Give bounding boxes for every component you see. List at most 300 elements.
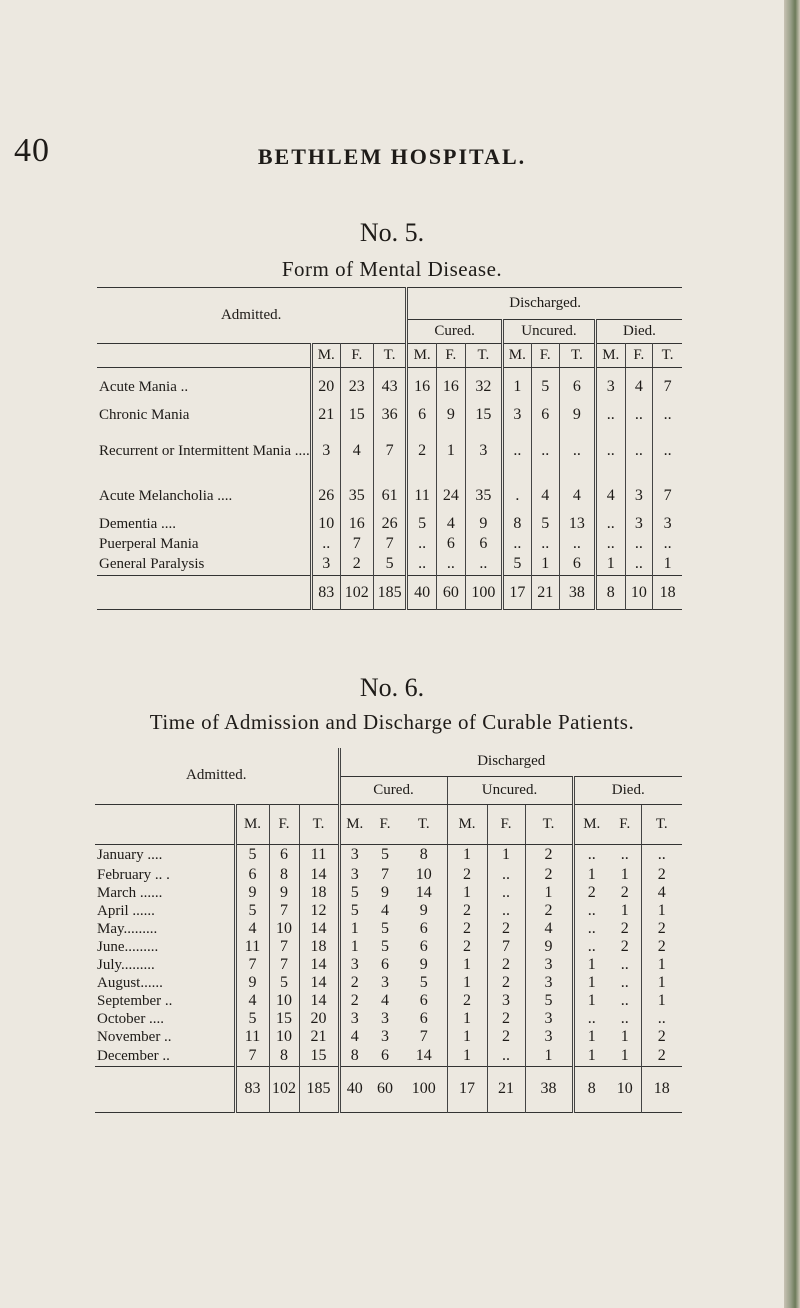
table6-col-t: T. bbox=[401, 804, 447, 844]
table-row bbox=[97, 554, 682, 576]
table-cell: .. bbox=[407, 554, 437, 576]
table-cell: .. bbox=[573, 938, 609, 956]
table-row bbox=[95, 992, 682, 1010]
table-cell: 21 bbox=[311, 406, 340, 424]
table-cell: 61 bbox=[373, 478, 406, 514]
table-cell: 15 bbox=[465, 406, 502, 424]
table-cell: 1 bbox=[502, 368, 531, 406]
row-label: August...... bbox=[97, 975, 163, 991]
table6-col-t: T. bbox=[299, 804, 339, 844]
table-cell: 9 bbox=[269, 884, 299, 902]
table-cell: 2 bbox=[407, 424, 437, 478]
table-cell: 5 bbox=[339, 902, 369, 920]
table-cell: 16 bbox=[436, 368, 465, 406]
table-cell: 35 bbox=[340, 478, 373, 514]
table-cell: 1 bbox=[573, 992, 609, 1010]
table-cell: 1 bbox=[447, 974, 487, 992]
table-cell: 2 bbox=[339, 974, 369, 992]
table5-col-m: M. bbox=[502, 344, 531, 368]
table-cell: 7 bbox=[373, 424, 406, 478]
total-cell: 38 bbox=[525, 1066, 573, 1112]
table-cell: 2 bbox=[447, 866, 487, 884]
table-cell: .. bbox=[620, 1010, 629, 1027]
table5-col-m: M. bbox=[595, 344, 625, 368]
table-cell: .. bbox=[436, 554, 465, 576]
table-cell: 2 bbox=[525, 902, 573, 920]
table-cell: . bbox=[502, 478, 531, 514]
table-cell: 2 bbox=[573, 884, 609, 902]
table-cell: 1 bbox=[487, 844, 525, 866]
table-cell: 4 bbox=[340, 424, 373, 478]
table-cell: 2 bbox=[487, 920, 525, 938]
table-cell: 4 bbox=[235, 920, 269, 938]
table-cell: 10 bbox=[269, 1028, 299, 1046]
table-cell: 1 bbox=[531, 554, 559, 576]
table-cell: 5 bbox=[381, 920, 389, 937]
table5-cured-header: Cured. bbox=[407, 320, 503, 344]
total-cell: 10 bbox=[625, 576, 653, 610]
table-cell: .. bbox=[573, 844, 609, 866]
table-cell: 14 bbox=[299, 974, 339, 992]
table-cell: 10 bbox=[269, 992, 299, 1010]
table-cell: 4 bbox=[641, 884, 682, 902]
table-cell: 14 bbox=[415, 1046, 432, 1064]
table-cell: 2 bbox=[340, 554, 373, 576]
table6-col-f: F. bbox=[487, 804, 525, 844]
table-cell: .. bbox=[653, 534, 682, 554]
table5-col-m: M. bbox=[407, 344, 437, 368]
table-cell: 3 bbox=[525, 1010, 573, 1028]
table-row bbox=[95, 920, 682, 938]
table-cell: .. bbox=[559, 534, 595, 554]
table-cell: .. bbox=[559, 424, 595, 478]
row-label: Acute Melancholia .... bbox=[99, 487, 233, 504]
table-cell: 3 bbox=[339, 1010, 369, 1028]
table-row bbox=[97, 534, 682, 554]
page-edge bbox=[784, 0, 800, 1308]
table-cell: .. bbox=[595, 514, 625, 534]
table5-number: No. 5. bbox=[359, 218, 425, 247]
total-cell: 60 bbox=[436, 576, 465, 610]
table-cell: 3 bbox=[625, 478, 653, 514]
table-cell: .. bbox=[487, 884, 525, 902]
table-cell: 3 bbox=[381, 1028, 389, 1045]
total-cell: 40 bbox=[339, 1066, 369, 1112]
table-cell: 1 bbox=[447, 884, 487, 902]
row-label: Acute Mania .. bbox=[99, 378, 189, 395]
table-cell: 1 bbox=[447, 1010, 487, 1028]
table-cell: 7 bbox=[381, 866, 389, 883]
table-cell: 1 bbox=[620, 902, 629, 919]
total-cell: 21 bbox=[531, 576, 559, 610]
table-cell: 9 bbox=[235, 974, 269, 992]
table-cell: 3 bbox=[487, 992, 525, 1010]
table5-col-t: T. bbox=[653, 344, 682, 368]
table-cell: 9 bbox=[436, 406, 465, 424]
table-cell: 2 bbox=[447, 992, 487, 1010]
table5-col-f: F. bbox=[436, 344, 465, 368]
table-cell: 5 bbox=[419, 974, 428, 991]
table-cell: 1 bbox=[653, 554, 682, 576]
table-cell: 35 bbox=[465, 478, 502, 514]
table6-discharged-header: Discharged bbox=[339, 748, 682, 776]
table-cell: 1 bbox=[447, 956, 487, 974]
total-cell: 185 bbox=[373, 576, 406, 610]
table-cell: 4 bbox=[595, 478, 625, 514]
table-cell: .. bbox=[653, 406, 682, 424]
table-cell: 5 bbox=[531, 514, 559, 534]
table-cell: 4 bbox=[625, 368, 653, 406]
table-cell: 2 bbox=[339, 992, 369, 1010]
row-label: December .. bbox=[97, 1047, 170, 1064]
table-cell: 8 bbox=[269, 1046, 299, 1066]
total-cell: 10 bbox=[609, 1066, 641, 1112]
table-cell: 26 bbox=[311, 478, 340, 514]
row-label: February .. . bbox=[97, 867, 170, 883]
total-cell: 60 bbox=[369, 1066, 401, 1112]
table-cell: 6 bbox=[559, 368, 595, 406]
table-cell: 5 bbox=[339, 884, 369, 902]
table-row bbox=[97, 478, 682, 514]
table-cell: 3 bbox=[339, 866, 369, 884]
table-cell: 9 bbox=[419, 956, 428, 973]
table-cell: 15 bbox=[299, 1046, 339, 1066]
table-cell: 2 bbox=[641, 866, 682, 884]
table-cell: 6 bbox=[559, 554, 595, 576]
table6 bbox=[95, 748, 682, 1113]
table-cell: 1 bbox=[595, 554, 625, 576]
table-cell: 7 bbox=[373, 534, 406, 554]
table-cell: .. bbox=[620, 846, 629, 864]
table-cell: 16 bbox=[340, 514, 373, 534]
table-cell: .. bbox=[595, 424, 625, 478]
table-cell: 1 bbox=[447, 1028, 487, 1046]
table-cell: 9 bbox=[465, 514, 502, 534]
table-cell: 2 bbox=[447, 902, 487, 920]
row-label: Recurrent or Intermittent Mania .... bbox=[99, 442, 310, 459]
table-cell: 4 bbox=[559, 478, 595, 514]
table-cell: 3 bbox=[311, 554, 340, 576]
table-cell: .. bbox=[625, 554, 653, 576]
table-cell: .. bbox=[625, 406, 653, 424]
table6-admitted-header: Admitted. bbox=[186, 767, 247, 784]
table-cell: 4 bbox=[339, 1028, 369, 1046]
table-cell: 3 bbox=[653, 514, 682, 534]
table-cell: .. bbox=[407, 534, 437, 554]
table-cell: 3 bbox=[625, 514, 653, 534]
total-cell: 83 bbox=[311, 576, 340, 610]
table-cell: 2 bbox=[487, 1028, 525, 1046]
table-cell: 1 bbox=[620, 1028, 629, 1045]
table-cell: 2 bbox=[641, 920, 682, 938]
table-row bbox=[95, 1010, 682, 1028]
table-cell: 2 bbox=[487, 956, 525, 974]
table6-col-f: F. bbox=[369, 804, 401, 844]
table-cell: .. bbox=[531, 424, 559, 478]
table5-col-t: T. bbox=[559, 344, 595, 368]
table-cell: 1 bbox=[641, 992, 682, 1010]
totals-row bbox=[95, 1066, 682, 1112]
table-cell: 7 bbox=[269, 938, 299, 956]
table-cell: 20 bbox=[299, 1010, 339, 1028]
table-cell: 21 bbox=[299, 1028, 339, 1046]
table-cell: 5 bbox=[381, 938, 389, 955]
table6-title: Time of Admission and Discharge of Curable Patients. bbox=[149, 710, 635, 734]
table-cell: 5 bbox=[381, 846, 389, 864]
table-cell: .. bbox=[487, 1046, 525, 1066]
totals-label bbox=[97, 576, 311, 610]
table-cell: 1 bbox=[573, 956, 609, 974]
table-cell: .. bbox=[653, 424, 682, 478]
table-cell: .. bbox=[573, 920, 609, 938]
table-cell: 9 bbox=[559, 406, 595, 424]
table-cell: .. bbox=[502, 534, 531, 554]
table5-discharged-header: Discharged. bbox=[407, 288, 682, 320]
table-cell: 32 bbox=[465, 368, 502, 406]
table-cell: .. bbox=[620, 974, 629, 991]
table-cell: .. bbox=[641, 844, 682, 866]
table6-col-t: T. bbox=[525, 804, 573, 844]
table-cell: 6 bbox=[381, 1046, 389, 1064]
table-cell: 8 bbox=[502, 514, 531, 534]
table-cell: 1 bbox=[620, 866, 629, 883]
table-cell: 18 bbox=[299, 938, 339, 956]
table-cell: 4 bbox=[436, 514, 465, 534]
table6-col-m: M. bbox=[235, 804, 269, 844]
table-cell: 4 bbox=[235, 992, 269, 1010]
table-cell: 14 bbox=[299, 992, 339, 1010]
table-cell: 24 bbox=[436, 478, 465, 514]
table-cell: 16 bbox=[407, 368, 437, 406]
table-cell: 6 bbox=[269, 844, 299, 866]
total-cell: 18 bbox=[653, 576, 682, 610]
table-row bbox=[95, 1046, 682, 1066]
table-cell: 2 bbox=[641, 1046, 682, 1066]
table-cell: .. bbox=[595, 406, 625, 424]
table-cell: 9 bbox=[525, 938, 573, 956]
table-cell: .. bbox=[502, 424, 531, 478]
table5-uncured-header: Uncured. bbox=[502, 320, 595, 344]
table-cell: 7 bbox=[235, 956, 269, 974]
table-cell: 14 bbox=[299, 956, 339, 974]
table-cell: 12 bbox=[299, 902, 339, 920]
table-cell: 8 bbox=[269, 866, 299, 884]
table-cell: 1 bbox=[339, 938, 369, 956]
table-cell: 7 bbox=[419, 1028, 428, 1045]
table-cell: 2 bbox=[525, 866, 573, 884]
table-cell: 3 bbox=[465, 424, 502, 478]
table-cell: 1 bbox=[573, 1028, 609, 1046]
table-cell: 7 bbox=[487, 938, 525, 956]
table-cell: .. bbox=[487, 866, 525, 884]
table-cell: 2 bbox=[447, 938, 487, 956]
total-cell: 40 bbox=[407, 576, 437, 610]
table-cell: 1 bbox=[525, 1046, 573, 1066]
table5-title: Form of Mental Disease. bbox=[281, 257, 503, 281]
table-cell: 6 bbox=[419, 1010, 428, 1027]
table5-died-header: Died. bbox=[595, 320, 682, 344]
row-label: July......... bbox=[97, 957, 155, 973]
table-cell: 1 bbox=[641, 956, 682, 974]
total-cell: 8 bbox=[595, 576, 625, 610]
row-label: September .. bbox=[97, 993, 173, 1009]
table5-col-f: F. bbox=[531, 344, 559, 368]
table-cell: 3 bbox=[381, 1010, 389, 1027]
table-cell: 6 bbox=[436, 534, 465, 554]
table-cell: 1 bbox=[573, 1046, 609, 1066]
table-cell: 2 bbox=[487, 974, 525, 992]
table-cell: .. bbox=[620, 992, 629, 1009]
table-row bbox=[95, 974, 682, 992]
table-cell: 14 bbox=[415, 884, 432, 901]
table-cell: 11 bbox=[407, 478, 437, 514]
table-cell: 7 bbox=[653, 478, 682, 514]
table-cell: .. bbox=[573, 902, 609, 920]
table-cell: 6 bbox=[531, 406, 559, 424]
table-cell: 3 bbox=[525, 974, 573, 992]
table-cell: 4 bbox=[525, 920, 573, 938]
table5-col-m: M. bbox=[311, 344, 340, 368]
table5 bbox=[97, 287, 682, 610]
table-cell: 9 bbox=[381, 884, 389, 901]
table-cell: 1 bbox=[641, 902, 682, 920]
table-cell: 10 bbox=[311, 514, 340, 534]
total-cell: 21 bbox=[487, 1066, 525, 1112]
table-cell: 20 bbox=[311, 368, 340, 406]
table-cell: 36 bbox=[373, 406, 406, 424]
total-cell: 100 bbox=[401, 1066, 447, 1112]
table-cell: .. bbox=[620, 956, 629, 973]
table6-col-m: M. bbox=[447, 804, 487, 844]
table-cell: 18 bbox=[299, 884, 339, 902]
table5-col-f: F. bbox=[625, 344, 653, 368]
table-cell: 9 bbox=[419, 902, 428, 919]
table6-col-f: F. bbox=[269, 804, 299, 844]
table-cell: 14 bbox=[299, 920, 339, 938]
table-cell: 10 bbox=[269, 920, 299, 938]
table-cell: 4 bbox=[381, 992, 389, 1009]
total-cell: 17 bbox=[447, 1066, 487, 1112]
table-cell: 11 bbox=[299, 844, 339, 866]
total-cell: 102 bbox=[340, 576, 373, 610]
table-cell: 11 bbox=[235, 938, 269, 956]
table-cell: 14 bbox=[299, 866, 339, 884]
table-cell: 2 bbox=[620, 938, 629, 955]
table-cell: 1 bbox=[573, 866, 609, 884]
table-row bbox=[95, 884, 682, 902]
table6-cured-header: Cured. bbox=[339, 776, 447, 804]
table-cell: 5 bbox=[407, 514, 437, 534]
table-cell: 11 bbox=[235, 1028, 269, 1046]
table-cell: 43 bbox=[373, 368, 406, 406]
table-cell: 2 bbox=[620, 884, 629, 901]
table-cell: 1 bbox=[436, 424, 465, 478]
row-label: General Paralysis bbox=[99, 556, 205, 573]
table-cell: 3 bbox=[339, 956, 369, 974]
table5-admitted-header: Admitted. bbox=[220, 307, 282, 323]
total-cell: 102 bbox=[269, 1066, 299, 1112]
row-label: Dementia .... bbox=[99, 515, 177, 532]
table-cell: .. bbox=[531, 534, 559, 554]
row-label: March ...... bbox=[97, 885, 163, 901]
table-cell: .. bbox=[487, 902, 525, 920]
table-row bbox=[95, 844, 682, 866]
table-cell: 1 bbox=[525, 884, 573, 902]
table-cell: 6 bbox=[235, 866, 269, 884]
table-cell: 2 bbox=[525, 844, 573, 866]
total-cell: 100 bbox=[465, 576, 502, 610]
page-header bbox=[0, 132, 784, 172]
table-cell: .. bbox=[573, 1010, 609, 1028]
table-cell: 1 bbox=[620, 1046, 629, 1064]
table-cell: .. bbox=[465, 554, 502, 576]
row-label: November .. bbox=[97, 1029, 172, 1045]
table-cell: 9 bbox=[235, 884, 269, 902]
table-cell: 5 bbox=[531, 368, 559, 406]
table-cell: 2 bbox=[641, 1028, 682, 1046]
table5-col-f: F. bbox=[340, 344, 373, 368]
totals-label bbox=[95, 1066, 235, 1112]
table6-number: No. 6. bbox=[359, 673, 425, 702]
table-cell: 8 bbox=[339, 1046, 369, 1066]
table-cell: 7 bbox=[340, 534, 373, 554]
table-cell: 4 bbox=[531, 478, 559, 514]
table-cell: 6 bbox=[419, 938, 428, 955]
table-cell: 7 bbox=[269, 902, 299, 920]
table-cell: 6 bbox=[465, 534, 502, 554]
table-cell: 10 bbox=[415, 866, 432, 883]
table-cell: 3 bbox=[525, 956, 573, 974]
total-cell: 83 bbox=[235, 1066, 269, 1112]
table-cell: 3 bbox=[381, 974, 389, 991]
table-cell: 7 bbox=[235, 1046, 269, 1066]
table-cell: 5 bbox=[235, 902, 269, 920]
table-cell: 13 bbox=[559, 514, 595, 534]
table-row bbox=[97, 406, 682, 424]
table-cell: 23 bbox=[340, 368, 373, 406]
table-cell: 2 bbox=[620, 920, 629, 937]
table6-col-m: M. bbox=[573, 804, 609, 844]
table-cell: 5 bbox=[525, 992, 573, 1010]
table-cell: 1 bbox=[573, 974, 609, 992]
table6-died-header: Died. bbox=[573, 776, 682, 804]
total-cell: 8 bbox=[573, 1066, 609, 1112]
table-cell: 6 bbox=[381, 956, 389, 973]
table-cell: 6 bbox=[419, 992, 428, 1009]
table-cell: 3 bbox=[339, 844, 369, 866]
table-cell: 5 bbox=[502, 554, 531, 576]
table-cell: 3 bbox=[502, 406, 531, 424]
table-cell: .. bbox=[625, 424, 653, 478]
table-cell: 3 bbox=[311, 424, 340, 478]
table-cell: 2 bbox=[447, 920, 487, 938]
table-cell: 7 bbox=[653, 368, 682, 406]
table-cell: 15 bbox=[340, 406, 373, 424]
table-row bbox=[97, 514, 682, 534]
table-cell: 2 bbox=[487, 1010, 525, 1028]
table-row bbox=[97, 424, 682, 478]
table5-col-t: T. bbox=[465, 344, 502, 368]
table-cell: 5 bbox=[269, 974, 299, 992]
table-row bbox=[95, 902, 682, 920]
row-label: January .... bbox=[97, 847, 163, 864]
table-cell: 1 bbox=[447, 844, 487, 866]
table-cell: 5 bbox=[235, 1010, 269, 1028]
total-cell: 38 bbox=[559, 576, 595, 610]
row-label: April ...... bbox=[97, 903, 155, 919]
table-cell: 1 bbox=[447, 1046, 487, 1066]
table-cell: .. bbox=[641, 1010, 682, 1028]
